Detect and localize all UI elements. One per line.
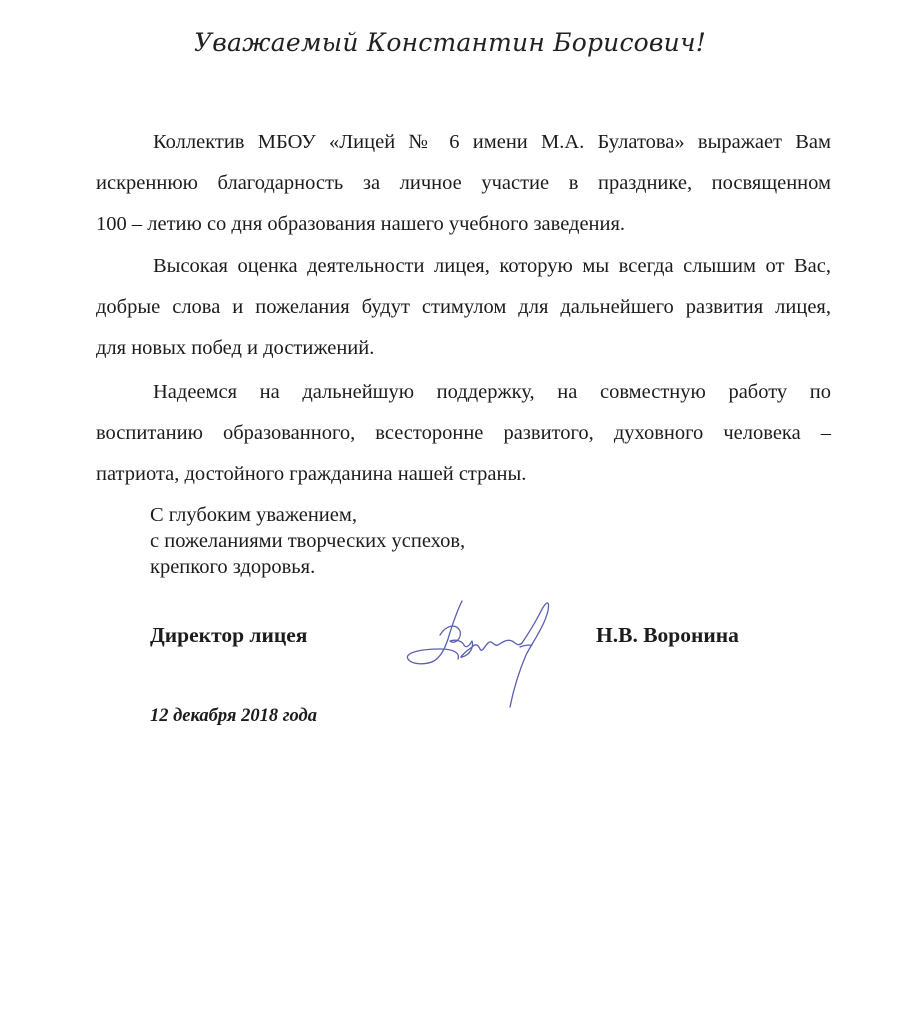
salutation: Уважаемый Константин Борисович! <box>194 28 706 57</box>
signatory-title: Директор лицея <box>150 623 308 647</box>
paragraph-line: Коллектив МБОУ «Лицей № 6 имени М.А. Булатова» выражает Вам <box>153 131 831 153</box>
paragraph-line: добрые слова и пожелания будут стимулом для дальнейшего развития лицея, <box>96 296 831 318</box>
handwritten-signature <box>400 595 580 715</box>
paragraph-line: патриота, достойного гражданина нашей страны. <box>96 463 527 485</box>
paragraph-gratitude <box>96 122 831 245</box>
paragraph-line: искреннюю благодарность за личное участие в празднике, посвященном <box>96 172 831 194</box>
paragraph-line: воспитанию образованного, всесторонне развитого, духовного человека – <box>96 422 831 444</box>
letter-date: 12 декабря 2018 года <box>150 706 317 726</box>
paragraph-support <box>96 372 831 495</box>
closing-block <box>150 502 465 580</box>
paragraph-line: 100 – летию со дня образования нашего учебного заведения. <box>96 213 626 235</box>
closing-line: С глубоким уважением, <box>150 504 357 526</box>
signatory-name: Н.В. Воронина <box>596 623 739 647</box>
closing-line: крепкого здоровья. <box>150 556 316 578</box>
paragraph-line: Высокая оценка деятельности лицея, которую мы всегда слышим от Вас, <box>153 255 831 277</box>
paragraph-evaluation <box>96 246 831 369</box>
paragraph-line: Надеемся на дальнейшую поддержку, на совместную работу по <box>153 381 831 403</box>
paragraph-line: для новых побед и достижений. <box>96 337 375 359</box>
closing-line: с пожеланиями творческих успехов, <box>150 530 466 552</box>
